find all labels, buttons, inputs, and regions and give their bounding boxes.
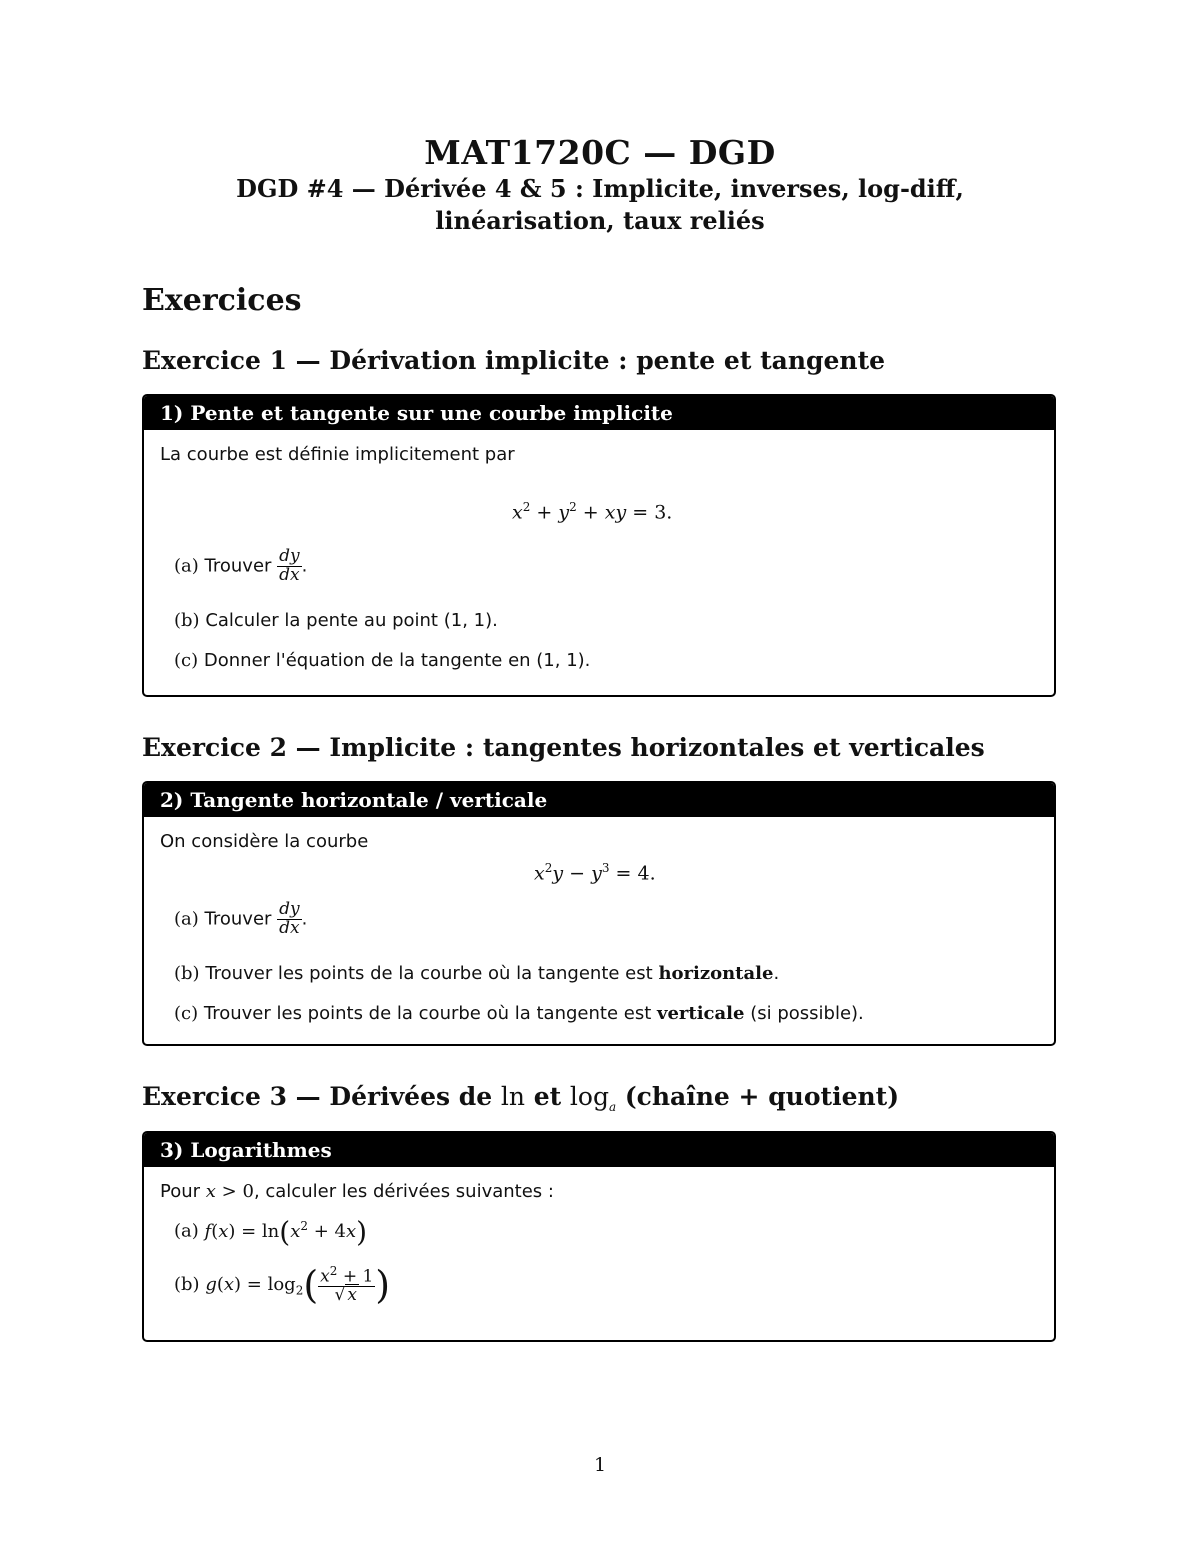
item-text: Trouver [204,908,272,930]
exercise-2-heading: Exercice 2 — Implicite : tangentes horizontales et verticales [142,733,985,762]
exercise-1-box [142,394,1056,697]
exercise-2-box [142,781,1056,1046]
dy-dx-fraction: $\frac{dy}{dx}$ [279,899,300,938]
exercise-2-item-c [174,1003,864,1024]
exercise-2-equation: $x^2y - y^3 = 4$. [534,861,656,885]
page-title: MAT1720C — DGD [424,133,776,172]
section-title: Exercices [142,283,302,318]
item-label: (c) [174,650,199,671]
exercise-3-box [142,1131,1056,1342]
exercise-1-intro: La courbe est définie implicitement par [160,444,515,465]
item-label: (a) [174,555,199,577]
item-text: Trouver les points de la courbe où la tangente est [203,1003,652,1024]
exercise-2-intro: On considère la courbe [160,831,369,852]
item-label: (b) [174,963,200,984]
page-subtitle-line2: linéarisation, taux reliés [435,206,765,235]
exercise-3-item-b [174,1263,390,1307]
item-text-after: . [773,963,780,984]
page-subtitle-line1: DGD #4 — Dérivée 4 & 5 : Implicite, inverses, log-diff, [236,174,964,203]
ln-symbol: ln [500,1082,525,1111]
exercise-3-intro: Pour x > 0, calculer les dérivées suivantes : [160,1181,554,1202]
item-label: (b) [174,1274,200,1295]
exercise-3-heading-suffix: (chaîne + quotient) [624,1082,900,1111]
formula-b: $g(x) = \log_2$( $\frac{x^2 + 1}{√ x}$ ) [205,1263,391,1307]
and-word: et [533,1082,562,1111]
item-text: Calculer la pente au point (1, 1). [205,610,498,631]
exercise-1-item-a: (a) Trouver $\frac{dy}{dx}$ . [174,546,308,585]
exercise-1-item-c [174,650,590,671]
exercise-2-item-b [174,963,779,984]
exercise-2-box-title: 2) Tangente horizontale / verticale [144,783,1054,817]
exercise-1-item-b [174,610,498,631]
exercise-1-equation: $x^2 + y^2$ + xy = 3. [512,500,673,524]
exercise-2-item-a: (a) Trouver $\frac{dy}{dx}$ . [174,899,308,938]
item-text: Donner l'équation de la tangente en (1, 1). [203,650,591,671]
page-number: 1 [593,1454,607,1476]
exercise-1-heading: Exercice 1 — Dérivation implicite : pente et tangente [142,346,886,375]
dy-dx-fraction: $\frac{dy}{dx}$ [279,546,300,585]
item-label: (b) [174,610,200,631]
item-emphasis: horizontale [658,963,774,984]
item-text: Trouver [204,555,272,577]
formula-a: $f(x) = \ln(x^2 + 4x)$ [204,1215,368,1248]
exercise-3-box-title: 3) Logarithmes [144,1133,1054,1167]
item-text-after: (si possible). [750,1003,864,1024]
exercise-1-box-title: 1) Pente et tangente sur une courbe implicite [144,396,1054,430]
item-label: (a) [174,1220,199,1242]
log-a-symbol: $\log_a$ [569,1082,617,1114]
item-label: (a) [174,908,199,930]
exercise-3-heading-prefix: Exercice 3 — Dérivées de [142,1082,493,1111]
exercise-3-heading [142,1082,899,1114]
item-text: Trouver les points de la courbe où la tangente est [205,963,653,984]
item-label: (c) [174,1003,199,1024]
item-emphasis: verticale [657,1003,745,1024]
exercise-3-item-a [174,1215,367,1248]
